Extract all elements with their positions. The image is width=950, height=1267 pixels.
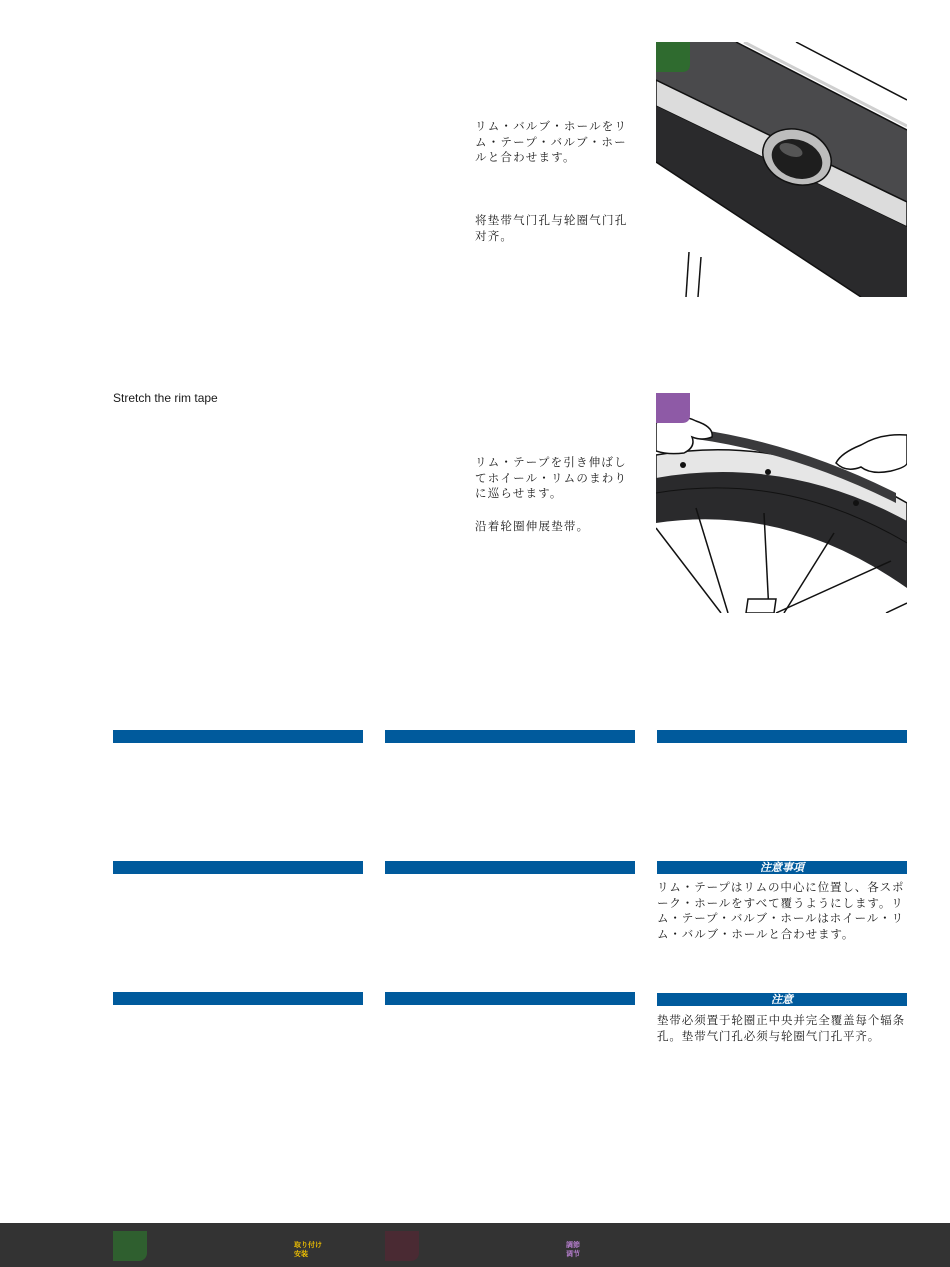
notes-jp-text: リム・テープはリムの中心に位置し、各スポーク・ホールをすべて覆うようにします。リム・テープ・バルブ・ホールはホイール・リム・バルブ・ホールと合わせます。 bbox=[657, 880, 905, 941]
section-bar-8 bbox=[385, 992, 635, 1005]
notes-cn-bar bbox=[657, 993, 907, 1006]
footer-tab-install-label[interactable] bbox=[294, 1241, 322, 1259]
footer-tab-install-jp: 取り付け bbox=[294, 1241, 322, 1249]
step1-illustration bbox=[656, 42, 907, 297]
section-bar-5 bbox=[385, 861, 635, 874]
notes-cn-title: 注意 bbox=[771, 993, 793, 1006]
step1-badge bbox=[656, 42, 690, 72]
section-bar-1 bbox=[113, 730, 363, 743]
footer-tab-adjust-cn: 调节 bbox=[566, 1250, 580, 1258]
footer-tab-adjust-label[interactable] bbox=[566, 1241, 580, 1259]
section-bar-3 bbox=[657, 730, 907, 743]
notes-cn-text: 垫带必须置于轮圈正中央并完全覆盖每个辐条孔。垫带气门孔必须与轮圈气门孔平齐。 bbox=[657, 1013, 905, 1043]
step2-illustration bbox=[656, 393, 907, 613]
step1-cn-text: 将垫带气门孔与轮圈气门孔对齐。 bbox=[475, 213, 628, 243]
step2-badge bbox=[656, 393, 690, 423]
step1-jp-text: リム・バルブ・ホールをリム・テープ・バルブ・ホールと合わせます。 bbox=[475, 119, 628, 164]
step2-cn-text: 沿着轮圈伸展垫带。 bbox=[475, 519, 590, 533]
footer-tab-install[interactable] bbox=[113, 1231, 147, 1261]
step2-heading: Stretch the rim tape bbox=[113, 391, 218, 405]
footer-bar bbox=[0, 1223, 950, 1267]
section-bar-7 bbox=[113, 992, 363, 1005]
notes-jp-bar bbox=[657, 861, 907, 874]
step2-jp-text: リム・テープを引き伸ばしてホイール・リムのまわりに巡らせます。 bbox=[475, 455, 628, 500]
section-bar-4 bbox=[113, 861, 363, 874]
stretch-rim-tape-image bbox=[656, 393, 907, 613]
rim-valve-hole-image bbox=[656, 42, 907, 297]
notes-jp-title: 注意事項 bbox=[760, 861, 804, 874]
footer-tab-adjust[interactable] bbox=[385, 1231, 419, 1261]
section-bar-2 bbox=[385, 730, 635, 743]
footer-tab-adjust-jp: 調節 bbox=[566, 1241, 580, 1249]
footer-tab-install-cn: 安装 bbox=[294, 1250, 308, 1258]
